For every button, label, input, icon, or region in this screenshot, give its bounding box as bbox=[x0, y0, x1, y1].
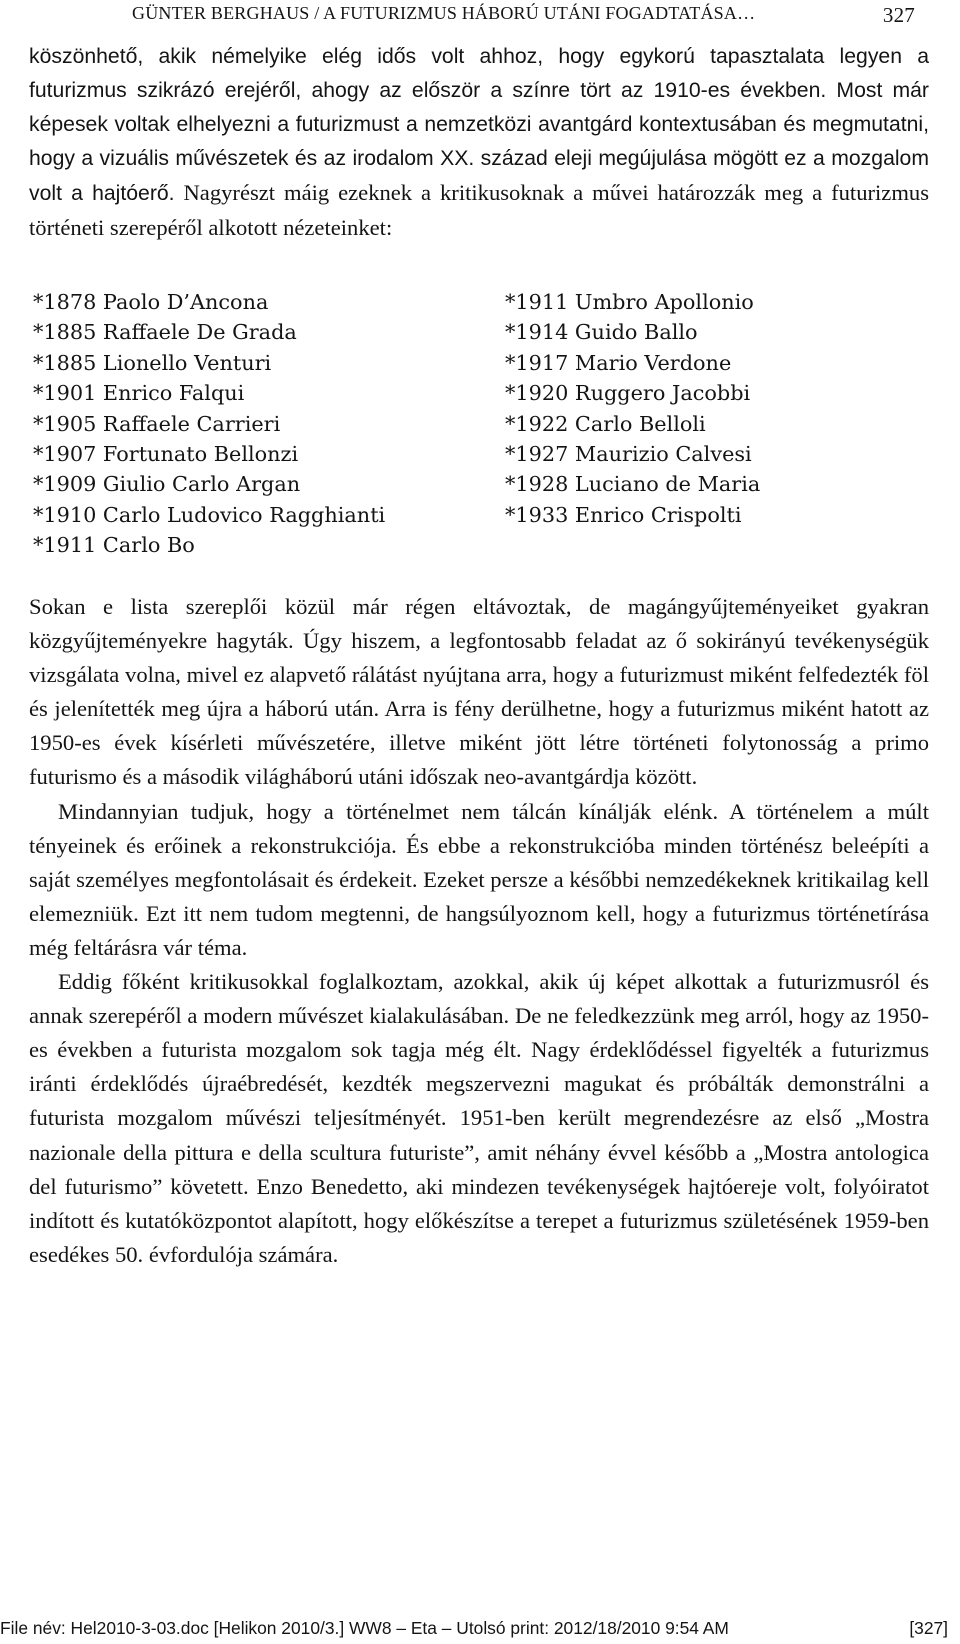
intro-text: köszönhető, akik némelyike elég idős volt ahhoz, hogy egykorú tapasztalata legyen a futurizmus szikrázó erejéről, ahogy az először a színre tört az 1910-es években. Most már képesek voltak elhelyezni a futurizmust a nemzetközi avantgárd kontextusában és megmutatni, hogy a vizuális művészetek és az irodalom XX. század eleji megújulása mögött ez a mozgalom volt a hajtóerő. bbox=[29, 45, 929, 206]
critic-entry: *1910 Carlo Ludovico Ragghianti bbox=[33, 502, 386, 527]
critic-entry: *1878 Paolo D’Ancona bbox=[33, 290, 269, 314]
body-text bbox=[29, 590, 929, 1272]
running-title: GÜNTER BERGHAUS / A FUTURIZMUS HÁBORÚ UTÁNI FOGADTATÁSA… bbox=[132, 3, 756, 23]
critic-entry: *1911 Carlo Bo bbox=[33, 533, 195, 558]
critic-entry: *1914 Guido Ballo bbox=[505, 320, 698, 345]
intro-paragraph bbox=[29, 40, 929, 247]
critic-entry: *1905 Raffaele Carrieri bbox=[33, 411, 281, 436]
running-header bbox=[32, 3, 915, 33]
critic-entry: *1885 Lionello Venturi bbox=[33, 350, 272, 375]
critic-entry: *1922 Carlo Belloli bbox=[505, 411, 706, 436]
critic-entry: *1928 Luciano de Maria bbox=[505, 472, 761, 497]
critics-list-right bbox=[505, 287, 760, 530]
critic-entry: *1917 Mario Verdone bbox=[505, 350, 732, 375]
critic-entry: *1911 Umbro Apollonio bbox=[505, 290, 754, 314]
critic-entry: *1927 Maurizio Calvesi bbox=[505, 442, 752, 467]
file-info: File név: Hel2010-3-03.doc [Helikon 2010/3.] WW8 – Eta – Utolsó print: 2012/18/2010 9:54 AM bbox=[0, 1618, 729, 1638]
body-paragraph-1: Sokan e lista szereplői közül már régen eltávoztak, de magángyűjteményeiket gyakran közgyűjteményekre hagyták. Úgy hiszem, a legfontosabb feladat az ő sokirányú tevékenységük vizsgálata volna, mivel ez alapvető rálátást nyújtana arra, hogy a futurizmust miként felfedezték föl és jelenítették meg újra a háború után. Arra is fény derülhetne, hogy a futurizmus miként hatott az 1950-es évek kísérleti művészetére, illetve miként jött létre történeti folytonosság a primo futurismo és a második világháború utáni időszak neo-avantgárdja között. bbox=[29, 594, 929, 790]
page-tag: [327] bbox=[909, 1618, 948, 1638]
intro-tail-text: Nagyrészt máig ezeknek a kritikusoknak a művei határozzák meg a futurizmus történeti szerepéről alkotott nézeteinket: bbox=[29, 180, 929, 241]
critic-entry: *1909 Giulio Carlo Argan bbox=[33, 472, 301, 497]
page-number: 327 bbox=[882, 3, 915, 27]
critics-list-left bbox=[33, 287, 385, 561]
critic-entry: *1920 Ruggero Jacobbi bbox=[505, 381, 751, 406]
critic-entry: *1901 Enrico Falqui bbox=[33, 381, 245, 406]
body-paragraph-2: Mindannyian tudjuk, hogy a történelmet nem tálcán kínálják elénk. A történelem a múlt tényeinek és erőinek a rekonstrukciója. És ebbe a rekonstrukcióba minden történész beleépíti a saját személyes megfontolásait és érdekeit. Ezeket persze a későbbi nemzedékeknek kritikailag kell elemezniük. Ezt itt nem tudom megtenni, de hangsúlyoznom kell, hogy a futurizmus történetírása még feltárásra vár téma. bbox=[29, 798, 929, 960]
body-paragraph-3: Eddig főként kritikusokkal foglalkoztam, azokkal, akik új képet alkottak a futurizmusról és annak szerepéről a modern művészet kialakulásában. De ne feledkezzünk meg arról, hogy az 1950-es években a futurista mozgalom sok tagja még élt. Nagy érdeklődéssel figyelték a futurizmus iránti érdeklődés újraébredését, kezdték megszervezni magukat és próbálták demonstrálni a futurista mozgalom művészi teljesítményét. 1951-ben került megrendezésre az első „Mostra nazionale della pittura e della scultura futuriste”, amit néhány évvel később a „Mostra antologica del futurismo” követett. Enzo Benedetto, aki mindezen tevékenységek hajtóereje volt, folyóiratot indított és kutatóközpontot alapított, hogy előkészítse a terepet a futurizmus születésének 1959-ben esedékes 50. évfordulója számára. bbox=[29, 969, 929, 1267]
critic-entry: *1907 Fortunato Bellonzi bbox=[33, 442, 299, 467]
print-footer bbox=[0, 1618, 948, 1642]
critic-entry: *1885 Raffaele De Grada bbox=[33, 320, 297, 345]
critic-entry: *1933 Enrico Crispolti bbox=[505, 502, 742, 527]
